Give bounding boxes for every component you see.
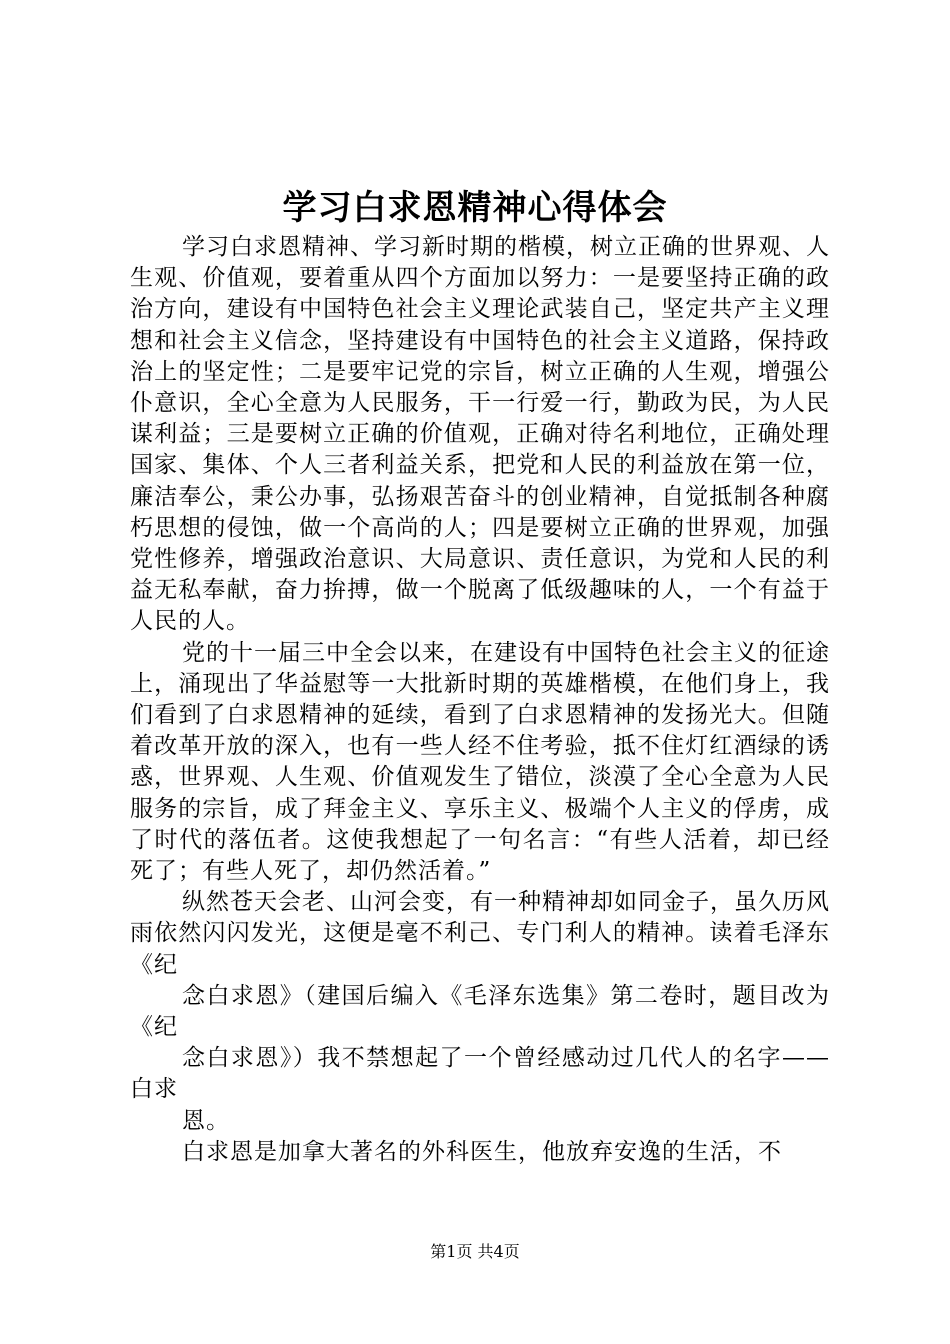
- paragraph-2: 党的十一届三中全会以来，在建设有中国特色社会主义的征途上，涌现出了华益慰等一大批新时期的英雄楷模，在他们身上，我们看到了白求恩精神的延续，看到了白求恩精神的发扬光大。但随着改革开放的深入，也有一些人经不住考验，抵不住灯红酒绿的诱惑，世界观、人生观、价值观发生了错位，淡漠了全心全意为人民服务的宗旨，成了拜金主义、享乐主义、极端个人主义的俘虏，成了时代的落伍者。这使我想起了一句名言：“有些人活着，却已经死了；有些人死了，却仍然活着。”: [130, 639, 830, 885]
- paragraph-4: 念白求恩》（建国后编入《毛泽东选集》第二卷时，题目改为《纪: [130, 982, 830, 1041]
- paragraph-5: 念白求恩》）我不禁想起了一个曾经感动过几代人的名字——白求: [130, 1045, 830, 1103]
- paragraph-1: 学习白求恩精神、学习新时期的楷模，树立正确的世界观、人生观、价值观，要着重从四个方面加以努力：一是要坚持正确的政治方向，建设有中国特色社会主义理论武装自己，坚定共产主义理想和社会主义信念，坚持建设有中国特色的社会主义道路，保持政治上的坚定性；二是要牢记党的宗旨，树立正确的人生观，增强公仆意识，全心全意为人民服务，干一行爱一行，勤政为民，为人民谋利益；三是要树立正确的价值观，正确对待名利地位，正确处理国家、集体、个人三者利益关系，把党和人民的利益放在第一位，廉洁奉公，秉公办事，弘扬艰苦奋斗的创业精神，自觉抵制各种腐朽思想的侵蚀，做一个高尚的人；四是要树立正确的世界观，加强党性修养，增强政治意识、大局意识、责任意识，为党和人民的利益无私奉献，奋力拚搏，做一个脱离了低级趣味的人，一个有益于人民的人。: [130, 234, 830, 635]
- document-title: 学习白求恩精神心得体会: [282, 188, 668, 228]
- page-footer: 第1页 共4页: [430, 1242, 520, 1261]
- paragraph-6: 恩。: [182, 1107, 230, 1134]
- document-body: [130, 232, 830, 1168]
- paragraph-7: 白求恩是加拿大著名的外科医生，他放弃安逸的生活，不: [182, 1138, 782, 1165]
- paragraph-3: 纵然苍天会老、山河会变，有一种精神却如同金子，虽久历风雨依然闪闪发光，这便是毫不利己、专门利人的精神。读着毛泽东《纪: [130, 889, 830, 978]
